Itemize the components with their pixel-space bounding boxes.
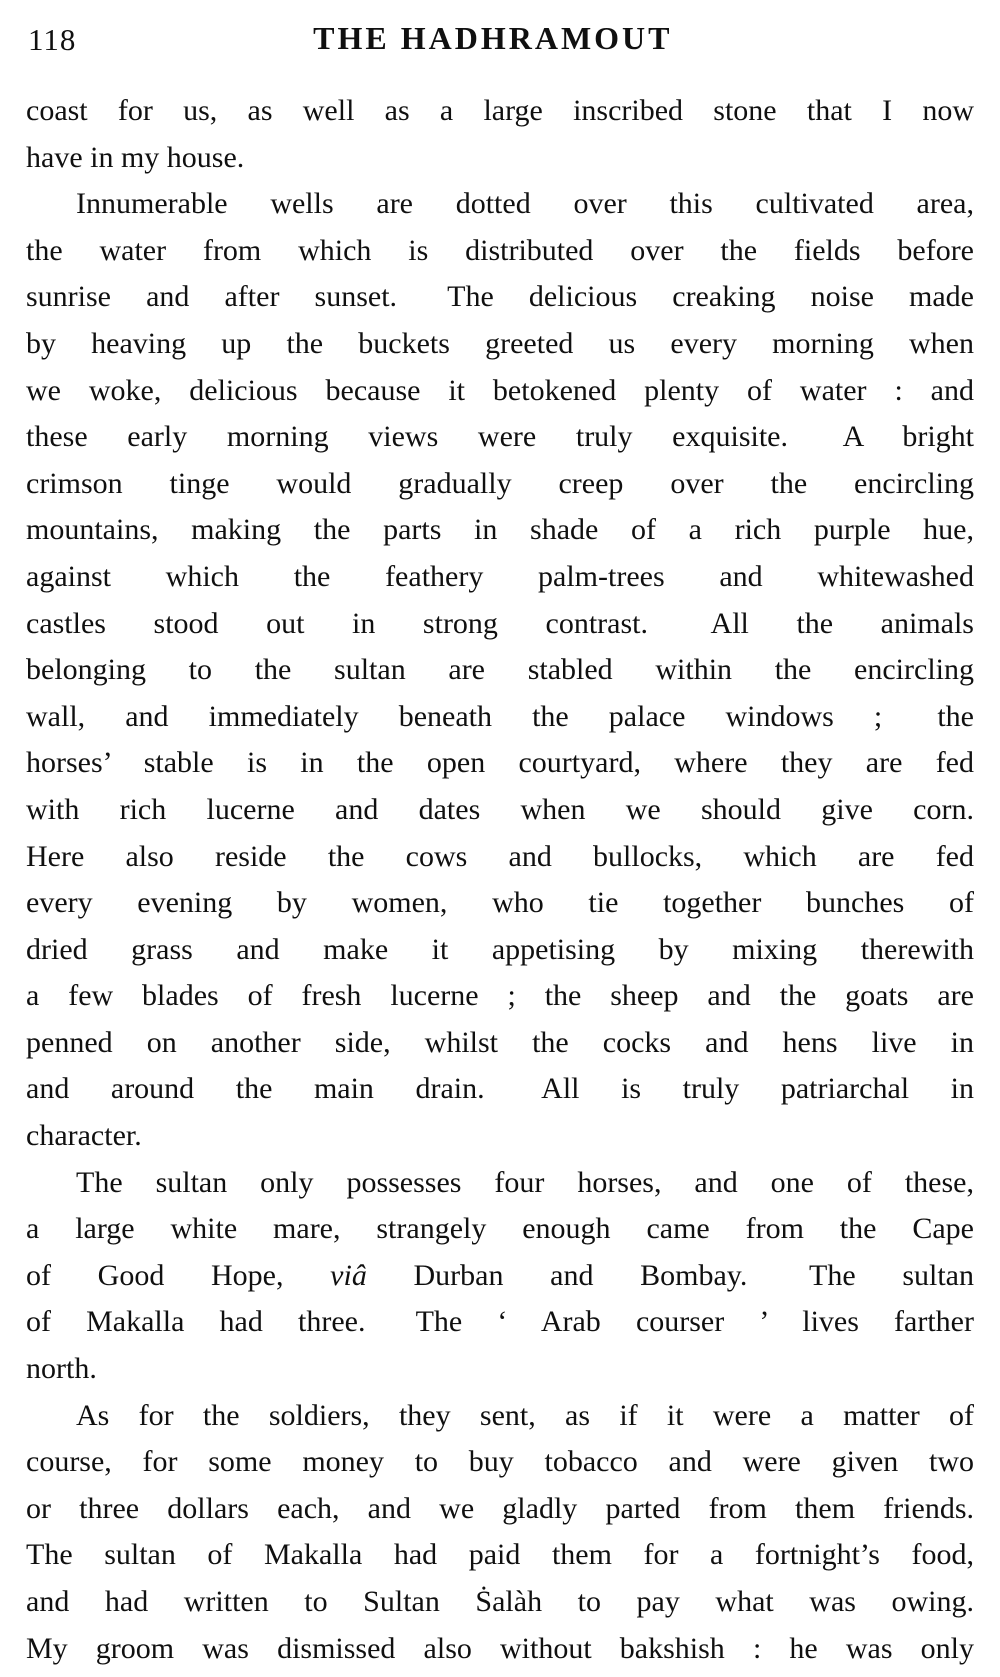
paragraph <box>26 1393 974 1673</box>
paragraph <box>26 88 974 181</box>
text-line: penned on another side, whilst the cocks and hens live in <box>26 1025 974 1059</box>
text-line: a large white mare, strangely enough came from the Cape <box>26 1212 974 1246</box>
paragraph <box>26 1160 974 1393</box>
text-line: by heaving up the buckets greeted us every morning when <box>26 326 974 360</box>
text-line: Innumerable wells are dotted over this cultivated area, <box>76 187 974 221</box>
text-line: belonging to the sultan are stabled within the encircling <box>26 653 974 687</box>
text-line: As for the soldiers, they sent, as if it were a matter of <box>76 1398 974 1432</box>
text-line: sunrise and after sunset. The delicious creaking noise made <box>26 280 974 314</box>
text-line: The sultan of Makalla had paid them for a fortnight’s food, <box>26 1538 974 1572</box>
text-line: north. <box>26 1352 97 1386</box>
text-line: My groom was dismissed also without bakshish : he was only <box>26 1631 974 1665</box>
text-line: with rich lucerne and dates when we should give corn. <box>26 792 974 826</box>
text-line: of Makalla had three. The ‘ Arab courser ’ lives farther <box>26 1305 974 1339</box>
page-header <box>26 20 974 60</box>
text-line: character. <box>26 1119 142 1153</box>
text-line: course, for some money to buy tobacco and were given two <box>26 1445 974 1479</box>
running-title: THE HADHRAMOUT <box>313 20 673 56</box>
text-line: horses’ stable is in the open courtyard, where they are fed <box>26 746 974 780</box>
text-line: The sultan only possesses four horses, and one of these, <box>76 1165 974 1199</box>
text-line: crimson tinge would gradually creep over the encircling <box>26 466 974 500</box>
text-line: have in my house. <box>26 140 245 174</box>
text-line: and had written to Sultan Ṡalàh to pay what was owing. <box>26 1585 974 1618</box>
text-line: the water from which is distributed over the fields before <box>26 233 974 267</box>
text-line: a few blades of fresh lucerne ; the sheep and the goats are <box>26 979 974 1013</box>
text-line: and around the main drain. All is truly patriarchal in <box>26 1072 974 1106</box>
text-line: we woke, delicious because it betokened plenty of water : and <box>26 373 974 407</box>
text-line: every evening by women, who tie together bunches of <box>26 886 974 920</box>
text-line: against which the feathery palm-trees and whitewashed <box>26 559 974 593</box>
paragraph <box>26 181 974 1159</box>
text-line: of Good Hope, viâ Durban and Bombay. The sultan <box>26 1258 974 1292</box>
text-line: these early morning views were truly exquisite. A bright <box>26 420 974 454</box>
page-body <box>26 88 974 1672</box>
page-number: 118 <box>28 22 77 57</box>
text-line: Here also reside the cows and bullocks, which are fed <box>26 839 974 873</box>
text-line: dried grass and make it appetising by mixing therewith <box>26 932 974 966</box>
text-line: castles stood out in strong contrast. All the animals <box>26 606 974 640</box>
text-line: wall, and immediately beneath the palace windows ; the <box>26 699 974 733</box>
text-line: coast for us, as well as a large inscribed stone that I now <box>26 94 974 127</box>
text-line: or three dollars each, and we gladly parted from them friends. <box>26 1491 974 1525</box>
text-line: mountains, making the parts in shade of a rich purple hue, <box>26 513 974 547</box>
